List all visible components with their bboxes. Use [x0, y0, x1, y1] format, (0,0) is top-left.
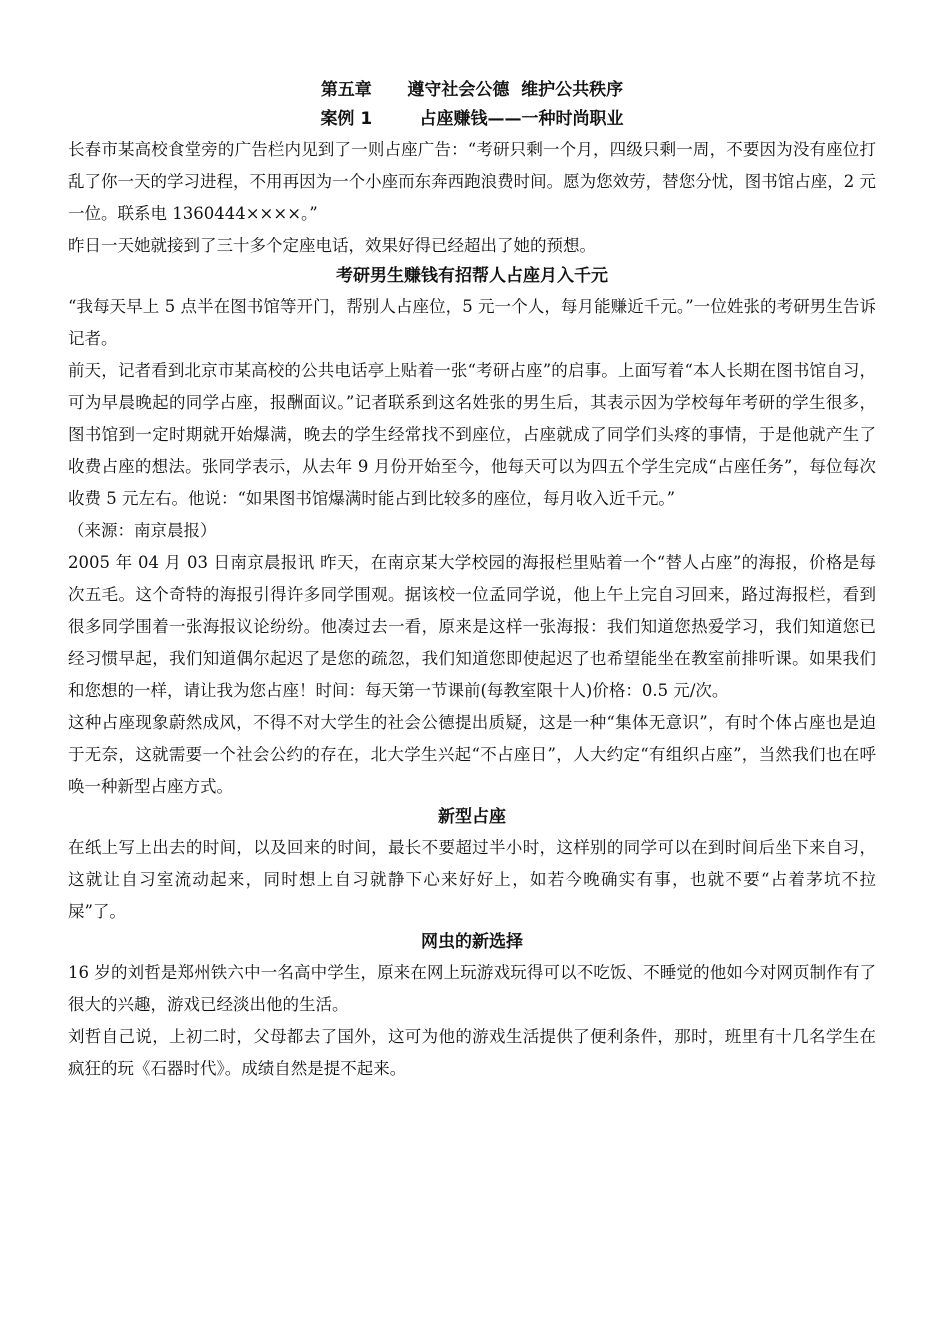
chapter-title: 第五章 遵守社会公德 维护公共秩序	[320, 80, 624, 100]
kaoyan-paragraph-4: 这种占座现象蔚然成风，不得不对大学生的社会公德提出质疑，这是一种“集体无意识”，有时个体占座也是迫于无奈，这就需要一个社会公约的存在，北大学生兴起“不占座日”，人大约定“有组织占座”，当然我们也在呼唤一种新型占座方式。	[68, 713, 876, 796]
netizen-paragraph-2: 刘哲自己说，上初二时，父母都去了国外，这可为他的游戏生活提供了便利条件，那时，班里有十几名学生在疯狂的玩《石器时代》。成绩自然是提不起来。	[68, 1027, 876, 1078]
kaoyan-paragraph-3: 2005 年 04 月 03 日南京晨报讯 昨天，在南京某大学校园的海报栏里贴着一个“替人占座”的海报，价格是每次五毛。这个奇特的海报引得许多同学围观。据该校一位孟同学说，他上午上完自习回来，路过海报栏，看到很多同学围着一张海报议论纷纷。他凑过去一看，原来是这样一张海报：我们知道您热爱学习，我们知道您已经习惯早起，我们知道偶尔起迟了是您的疏忽，我们知道您即使起迟了也希望能坐在教室前排听课。如果我们和您想的一样，请让我为您占座！时间：每天第一节课前(每教室限十人)价格：0.5 元/次。	[68, 553, 876, 700]
netizen-paragraph-1: 16 岁的刘哲是郑州铁六中一名高中学生，原来在网上玩游戏玩得可以不吃饭、不睡觉的他如今对网页制作有了很大的兴趣，游戏已经淡出他的生活。	[68, 963, 876, 1014]
kaoyan-paragraph-1: “我每天早上 5 点半在图书馆等开门，帮别人占座位，5 元一个人，每月能赚近千元。”一位姓张的考研男生告诉记者。	[68, 297, 876, 348]
document-page	[68, 76, 876, 1085]
new-style-paragraph-1: 在纸上写上出去的时间，以及回来的时间，最长不要超过半小时，这样别的同学可以在到时间后坐下来自习，这就让自习室流动起来，同时想上自习就静下心来好好上，如若今晚确实有事，也就不要“占着茅坑不拉屎”了。	[68, 838, 876, 921]
case-title: 案例 1 占座赚钱——一种时尚职业	[320, 109, 624, 129]
section-title-netizen: 网虫的新选择	[421, 932, 523, 952]
source-note: （来源：南京晨报）	[68, 521, 217, 540]
intro-paragraph-2: 昨日一天她就接到了三十多个定座电话，效果好得已经超出了她的预想。	[68, 236, 596, 255]
section-title-new-style: 新型占座	[438, 807, 506, 827]
intro-paragraph-1: 长春市某高校食堂旁的广告栏内见到了一则占座广告：“考研只剩一个月，四级只剩一周，不要因为没有座位打乱了你一天的学习进程，不用再因为一个小座而东奔西跑浪费时间。愿为您效劳，替您分忧，图书馆占座，2 元一位。联系电 1360444××××。”	[68, 140, 876, 223]
kaoyan-paragraph-2: 前天，记者看到北京市某高校的公共电话亭上贴着一张“考研占座”的启事。上面写着“本人长期在图书馆自习，可为早晨晚起的同学占座，报酬面议。”记者联系到这名姓张的男生后，其表示因为学校每年考研的学生很多，图书馆到一定时期就开始爆满，晚去的学生经常找不到座位，占座就成了同学们头疼的事情，于是他就产生了收费占座的想法。张同学表示，从去年 9 月份开始至今，他每天可以为四五个学生完成“占座任务”，每位每次收费 5 元左右。他说：“如果图书馆爆满时能占到比较多的座位，每月收入近千元。”	[68, 361, 876, 508]
section-title-kaoyan: 考研男生赚钱有招帮人占座月入千元	[336, 266, 608, 286]
